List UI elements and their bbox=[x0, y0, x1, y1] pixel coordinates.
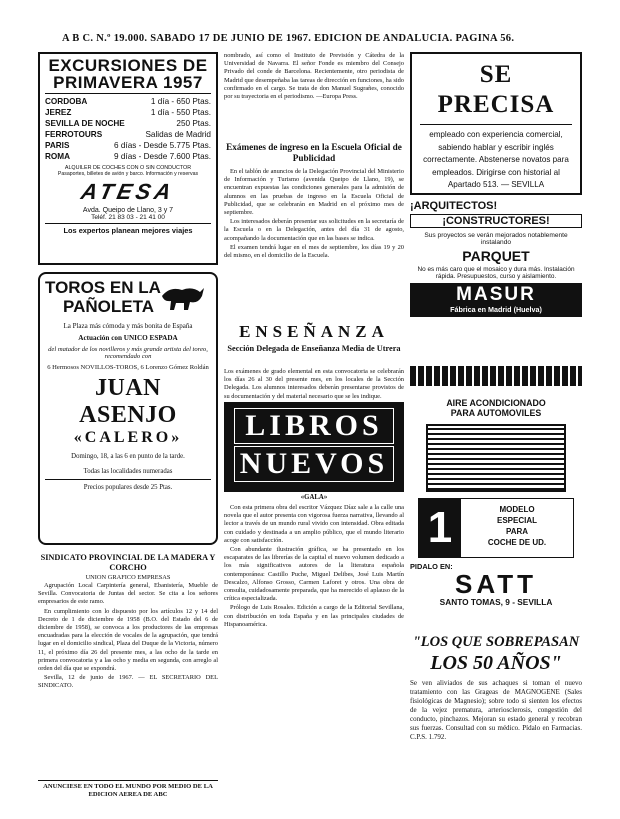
libros-signature: «GALA» bbox=[300, 494, 328, 501]
page-header: A B C. N.º 19.000. SABADO 17 DE JUNIO DE 1967. EDICION DE ANDALUCIA. PAGINA 56. bbox=[62, 33, 515, 44]
libros-nuevos-banner bbox=[224, 402, 404, 492]
exam-paragraph: El examen tendrá lugar en el mes de septiembre, los días 19 y 20 del mismo, en el domicilio de la Escuela. bbox=[224, 243, 404, 260]
atesa-address: Avda. Queipo de Llano, 3 y 7 bbox=[82, 207, 174, 214]
exam-paragraph: Los interesados deberán presentar sus solicitudes en la secretaría de la Escuela o en la Delegación, antes del día 31 de agosto, acompañando la documentación que en las bases se indica. bbox=[224, 218, 404, 242]
libros-text bbox=[224, 504, 404, 788]
trip-place: ROMA bbox=[45, 152, 71, 161]
aire-line2: PARA AUTOMOVILES bbox=[450, 408, 542, 418]
se-precisa-text: empleado con experiencia comercial, sabiendo hablar y escribir inglés correctamente. Abstenerse novatos para empleados. Dirigirse con historial al Apartado 513. — SEVILLA bbox=[423, 130, 569, 189]
sindicato-text bbox=[38, 582, 218, 778]
sindicato-footer: ANUNCIESE EN TODO EL MUNDO POR MEDIO DE LA EDICION AEREA DE ABC bbox=[43, 783, 213, 798]
parquet-text: Sus proyectos se verán mejorados notablemente instalando bbox=[424, 232, 568, 246]
pasaportes-text: Pasaportes, billetes de avión y barco. Información y reservas bbox=[57, 171, 199, 177]
news-top-paragraph: nombrado, así como el Instituto de Previsión y Cátedra de la Universidad de Navarra. El señor Fonde es miembro del Consejo Privado del conde de Barcelona. Recientemente, otro periodista de Madrid que desempeñaba las tareas de dirección en funciones, ha sido confirmado en el cargo. Se trata de don Manuel Sugrañes, conocido por su trayectoria en el periodismo. —Europa Press. bbox=[224, 52, 404, 101]
modelo-line1: MODELO bbox=[499, 505, 535, 514]
parquet-ad bbox=[410, 200, 582, 362]
libros-paragraph: Con abundante ilustración gráfica, se ha presentado en los escaparates de las librerías de la capital el nuevo volumen dedicado a los más significativos autores de la literatura española contemporánea: Castillo Puche, Miguel Delibes, José Luis Martín Descalzo, Alfonso Grosso, Carmen Laforet y otros. Una obra de consulta, cuidadosamente preparada, que ha merecido el aplauso de la crítica especializada. bbox=[224, 546, 404, 603]
trip-info: 1 día - 650 Ptas. bbox=[150, 97, 211, 106]
trip-row bbox=[45, 96, 211, 107]
trip-row bbox=[45, 151, 211, 162]
parquet-h2: ¡CONSTRUCTORES! bbox=[410, 214, 582, 228]
trip-row bbox=[45, 129, 211, 140]
trip-place: PARIS bbox=[45, 141, 70, 150]
masur-brand: MASUR bbox=[456, 284, 536, 305]
toros-ad bbox=[38, 272, 218, 545]
sindicato-title: SINDICATO PROVINCIAL DE LA MADERA Y CORCHO bbox=[40, 553, 216, 572]
aire-top-image bbox=[410, 366, 582, 386]
exam-text bbox=[224, 168, 404, 308]
trip-info: Salidas de Madrid bbox=[145, 130, 211, 139]
trip-info: 6 días - Desde 5.775 Ptas. bbox=[114, 141, 211, 150]
trip-place: SEVILLA DE NOCHE bbox=[45, 119, 125, 128]
ensenanza-subtitle: Sección Delegada de Enseñanza Media de Utrera bbox=[227, 344, 401, 353]
ensenanza-title: ENSEÑANZA bbox=[239, 322, 389, 341]
toros-precios: Precios populares desde 25 Ptas. bbox=[83, 484, 173, 491]
number-one-graphic: 1 bbox=[419, 499, 461, 557]
ensenanza-text: Los exámenes de grado elemental en esta convocatoria se celebrarán los días 26 al 30 del presente mes, en los locales de la Sección Delegada. Los alumnos interesados deberán presentarse provistos de su documentación y del material necesario que se les indique. bbox=[224, 368, 404, 400]
aire-line1: AIRE ACONDICIONADO bbox=[446, 398, 546, 408]
toros-line4: 6 Hermosos NOVILLOS-TOROS, 6 Lorenzo Gómez Roldán bbox=[47, 364, 209, 371]
trip-row bbox=[45, 107, 211, 118]
trip-row bbox=[45, 118, 211, 129]
alquiler-text: ALQUILER DE COCHES CON O SIN CONDUCTOR bbox=[64, 165, 192, 171]
trip-info: 9 días - Desde 7.600 Ptas. bbox=[114, 152, 211, 161]
trip-list bbox=[45, 96, 211, 162]
toros-title-line1: TOROS EN LA bbox=[45, 278, 161, 297]
sobrepasan-text: Se ven aliviados de sus achaques si toman el nuevo tratamiento con las Grageas de MAGNOGENE (Sales fisiológicas de Magnesio); sobre todo si sienten los efectos de la vejez prematura, arteriosclerosis, congestión del conducto, pinchazos. Mejoran su estado general y recobran sus fuerzas. Consultad con su médico. Pídalo en Farmacias. C.P.S. 1.792. bbox=[410, 679, 582, 741]
modelo-line3: PARA bbox=[505, 527, 529, 536]
toros-line3: del matador de los novilleros y más grande artista del toreo, recomendado con bbox=[48, 346, 208, 360]
se-precisa-ad bbox=[410, 52, 582, 195]
masur-sub: Fábrica en Madrid (Huelva) bbox=[450, 305, 542, 314]
parquet-text2: No es más caro que el mosaico y dura más. Instalación rápida. Presupuestos, curso y aislamiento. bbox=[417, 266, 575, 280]
sobrepasan-line1: "LOS QUE SOBREPASAN bbox=[412, 634, 580, 650]
sobrepasan-line2: LOS 50 AÑOS" bbox=[430, 652, 562, 674]
sindicato-paragraph: Agrupación Local Carpintería general, Ebanistería, Mueble de Sevilla. Convocatoria de Juntas del sector. Se cita a los señores empresarios de este ramo. bbox=[38, 582, 218, 606]
aire-address: SANTO TOMAS, 9 - SEVILLA bbox=[439, 597, 553, 607]
exam-title: Exámenes de ingreso en la Escuela Oficial de Publicidad bbox=[226, 142, 402, 163]
air-conditioner-unit bbox=[426, 424, 566, 492]
aire-ad bbox=[410, 366, 582, 632]
parquet-h1: ¡ARQUITECTOS! bbox=[410, 200, 498, 212]
sobrepasan-ad bbox=[410, 634, 582, 794]
libros-line1: LIBROS bbox=[234, 408, 394, 444]
toros-date: Domingo, 18, a las 6 en punto de la tarde. bbox=[71, 453, 185, 460]
trip-info: 250 Ptas. bbox=[176, 119, 211, 128]
sindicato-section bbox=[38, 553, 218, 815]
sindicato-subtitle: UNION GRAFICO EMPRESAS bbox=[85, 574, 171, 581]
toros-localidades: Todas las localidades numeradas bbox=[83, 468, 173, 475]
parquet-brand: PARQUET bbox=[462, 248, 530, 264]
toros-line2: Actuación con UNICO ESPADA bbox=[78, 334, 178, 342]
exam-paragraph: En el tablón de anuncios de la Delegación Provincial del Ministerio de Información y Turismo (avenida Queipo de Llano, 19), se encuentran expuestas las condiciones generales para la admisión de alumnos en las pruebas de ingreso en la Escuela Oficial de Publicidad, que se celebrarán en Madrid en el próximo mes de septiembre. bbox=[224, 168, 404, 217]
excursiones-title: EXCURSIONES DE PRIMAVERA 1957 bbox=[48, 56, 208, 92]
trip-place: JEREZ bbox=[45, 108, 72, 117]
libros-line2: NUEVOS bbox=[234, 446, 394, 482]
aire-pidalo: PIDALO EN: bbox=[410, 562, 453, 571]
libros-paragraph: Prólogo de Luis Rosales. Edición a cargo de la Editorial Sevillana, con distribución en toda España y en las principales ciudades de Hispanoamérica. bbox=[224, 604, 404, 628]
aire-brand: SATT bbox=[455, 569, 537, 599]
trip-place: CORDOBA bbox=[45, 97, 88, 106]
modelo-line2: ESPECIAL bbox=[496, 516, 537, 525]
atesa-phones: Teléf. 21 83 03 - 21 41 00 bbox=[91, 214, 165, 221]
toros-title-line2: PAÑOLETA bbox=[63, 297, 154, 316]
toros-line1: La Plaza más cómoda y más bonita de España bbox=[63, 322, 193, 330]
trip-info: 1 día - 550 Ptas. bbox=[150, 108, 211, 117]
toros-alias: «CALERO» bbox=[73, 429, 183, 446]
atesa-logo: ATESA bbox=[78, 179, 178, 204]
trip-place: FERROTOURS bbox=[45, 130, 103, 139]
sindicato-paragraph: En cumplimiento con lo dispuesto por los artículos 12 y 14 del Decreto de 1 de diciembre de 1958 (B.O. del Estado del 6 de diciembre de 1958), se convoca a los productores de las empresas encuadradas para la elección de vocales de la agrupación, que tendrá lugar en el domicilio sindical, Plaza del Duque de la Victoria, número 11, el próximo día 26 del presente mes, a las ocho de la tarde en primera convocatoria y a las ocho y media en segunda, con arreglo al orden del día que se expondrá. bbox=[38, 607, 218, 673]
sindicato-paragraph: Sevilla, 12 de junio de 1967. — EL SECRETARIO DEL SINDICATO. bbox=[38, 674, 218, 690]
trip-row bbox=[45, 140, 211, 151]
toros-name: JUAN ASENJO bbox=[79, 375, 177, 428]
libros-paragraph: Con esta primera obra del escritor Vázquez Díaz sale a la calle una novela que el autor presenta con vigorosa fuerza narrativa, llevando al lector a través de un mundo rural vivido con intensidad. Obra editada con cuidado y destinada a un amplio público, que el mundo literario acoge con satisfacción. bbox=[224, 504, 404, 544]
se-precisa-title: SE PRECISA bbox=[437, 61, 555, 118]
masur-banner bbox=[410, 283, 582, 317]
bull-icon bbox=[160, 282, 206, 312]
modelo-block bbox=[418, 498, 574, 558]
excursiones-ad bbox=[38, 52, 218, 265]
modelo-text bbox=[461, 499, 573, 557]
atesa-slogan: Los expertos planean mejores viajes bbox=[63, 226, 193, 235]
modelo-line4: COCHE DE UD. bbox=[487, 538, 547, 547]
